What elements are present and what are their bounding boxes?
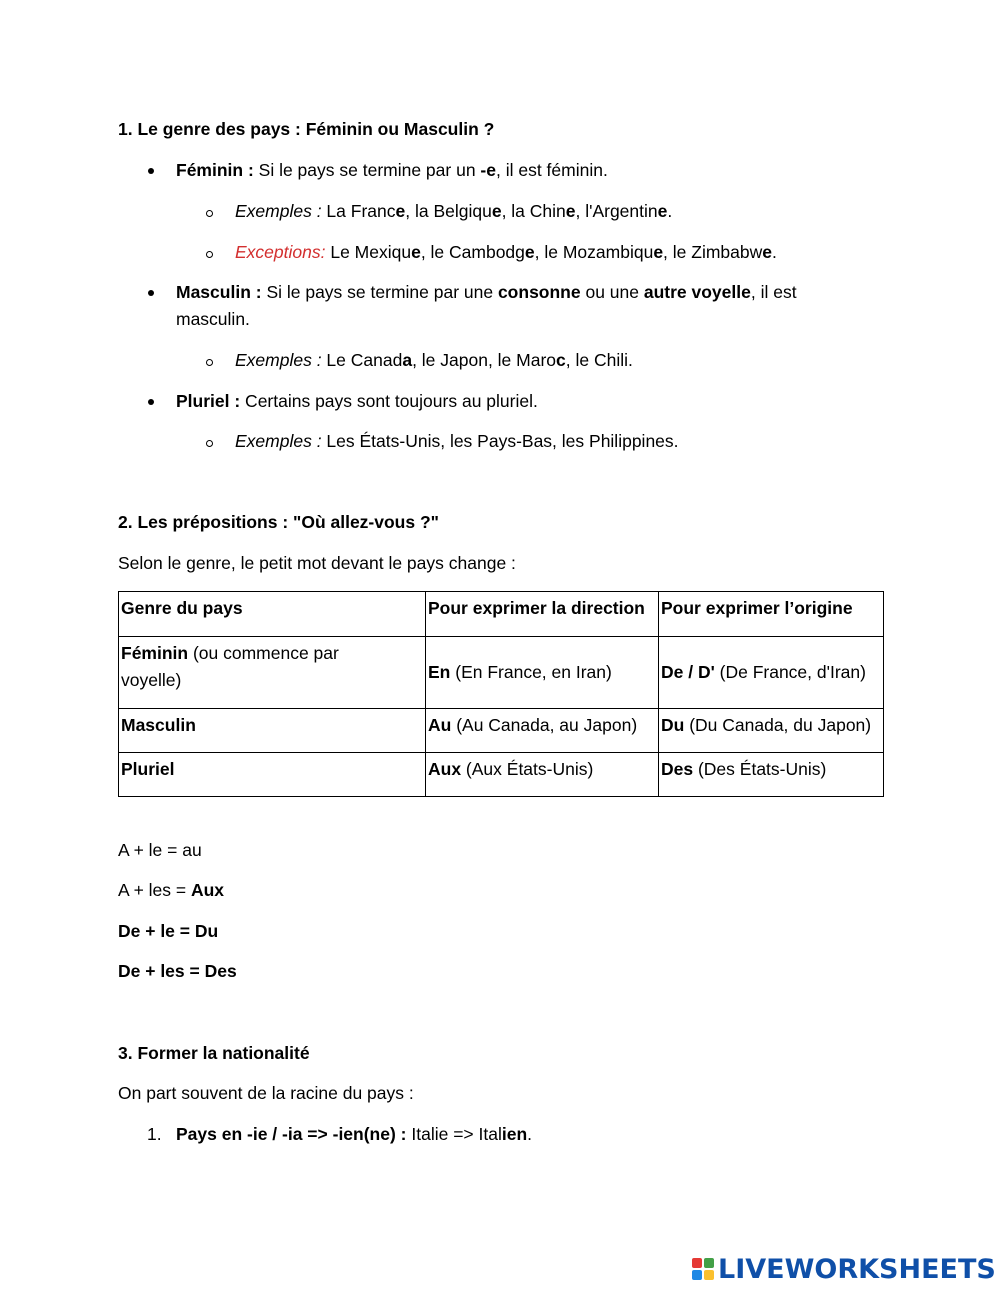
- pluriel-rule: Pluriel : Certains pays sont toujours au pluriel.: [176, 391, 538, 411]
- table-header: Genre du pays: [119, 592, 426, 637]
- sub-bullet-icon: [206, 251, 213, 258]
- bullet-icon: [148, 168, 154, 174]
- section1-title: 1. Le genre des pays : Féminin ou Masculin ?: [118, 119, 495, 139]
- logo-text: LIVEWORKSHEETS: [718, 1253, 996, 1285]
- masculin-label: Masculin :: [176, 282, 262, 302]
- section2-title: 2. Les prépositions : "Où allez-vous ?": [118, 512, 439, 532]
- table-cell: Féminin (ou commence par voyelle): [119, 637, 426, 709]
- nationality-item-number: 1.: [147, 1124, 162, 1144]
- bullet-icon: [148, 290, 154, 296]
- rule-de-les: De + les = Des: [118, 961, 237, 981]
- table-header: Pour exprimer l’origine: [659, 592, 884, 637]
- section3-intro: On part souvent de la racine du pays :: [118, 1083, 414, 1103]
- liveworksheets-logo: [692, 1252, 996, 1286]
- logo-mark-icon: [692, 1258, 714, 1280]
- masculin-examples: Exemples : Le Canada, le Japon, le Maroc, le Chili.: [235, 350, 633, 370]
- pluriel-label: Pluriel :: [176, 391, 241, 411]
- table-cell: Aux (Aux États-Unis): [426, 753, 659, 797]
- table-cell: Pluriel: [119, 753, 426, 797]
- table-row: [119, 753, 884, 797]
- rule-a-les: A + les = Aux: [118, 880, 225, 900]
- table-cell: Au (Au Canada, au Japon): [426, 709, 659, 753]
- nationality-item: Pays en -ie / -ia => -ien(ne) : Italie => Italien.: [176, 1124, 533, 1144]
- table-cell: Du (Du Canada, du Japon): [659, 709, 884, 753]
- table-row: [119, 637, 884, 709]
- sub-bullet-icon: [206, 440, 213, 447]
- rule-de-le: De + le = Du: [118, 921, 219, 941]
- masculin-rule-line2: masculin.: [176, 309, 250, 329]
- table-cell: De / D' (De France, d'Iran): [659, 637, 884, 709]
- feminin-examples: Exemples : La France, la Belgique, la Chine, l'Argentine.: [235, 201, 673, 221]
- masculin-rule: Masculin : Si le pays se termine par une consonne ou une autre voyelle, il est: [176, 282, 797, 302]
- table-header: Pour exprimer la direction: [426, 592, 659, 637]
- pluriel-examples: Exemples : Les États-Unis, les Pays-Bas, les Philippines.: [235, 431, 679, 451]
- sub-bullet-icon: [206, 359, 213, 366]
- section3-title: 3. Former la nationalité: [118, 1043, 310, 1063]
- section2-intro: Selon le genre, le petit mot devant le pays change :: [118, 553, 516, 573]
- feminin-exceptions: Exceptions: Le Mexique, le Cambodge, le Mozambique, le Zimbabwe.: [235, 242, 777, 262]
- bullet-icon: [148, 399, 154, 405]
- table-row: [119, 709, 884, 753]
- rule-a-le: A + le = au: [118, 840, 202, 860]
- feminin-rule: Féminin : Si le pays se termine par un -e, il est féminin.: [176, 160, 608, 180]
- table-cell: En (En France, en Iran): [426, 637, 659, 709]
- sub-bullet-icon: [206, 210, 213, 217]
- prepositions-table: [118, 591, 884, 797]
- table-cell: Masculin: [119, 709, 426, 753]
- table-header-row: [119, 592, 884, 637]
- feminin-label: Féminin :: [176, 160, 254, 180]
- table-cell: Des (Des États-Unis): [659, 753, 884, 797]
